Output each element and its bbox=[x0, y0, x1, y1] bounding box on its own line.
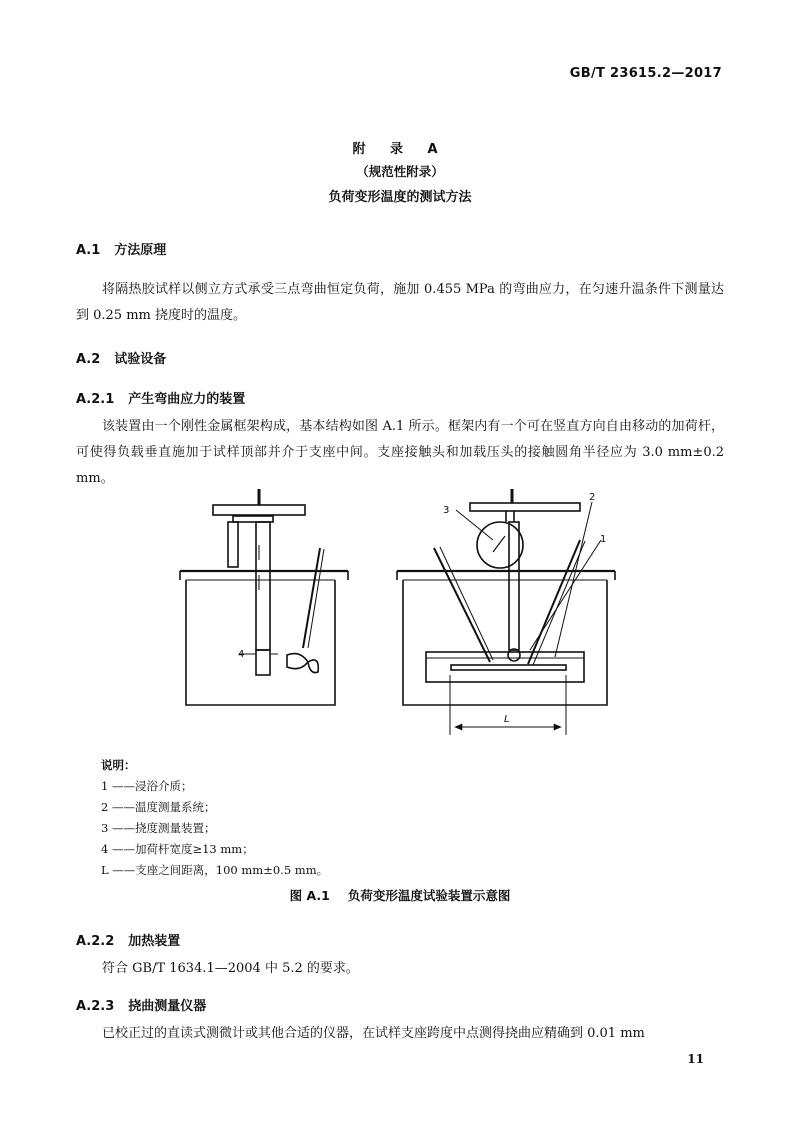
right-front-view bbox=[239, 489, 615, 735]
callout-2: 2 bbox=[589, 492, 596, 503]
section-number: A.1 bbox=[76, 243, 101, 258]
annex-main-title: 负荷变形温度的测试方法 bbox=[328, 190, 472, 205]
section-a22-text: 符合 GB/T 1634.1—2004 中 5.2 的要求。 bbox=[102, 961, 359, 976]
standard-number: GB/T 23615.2—2017 bbox=[569, 66, 722, 81]
section-title: 加热装置 bbox=[128, 934, 181, 949]
section-a1-text: 将隔热胶试样以侧立方式承受三点弯曲恒定负荷，施加 0.455 MPa 的弯曲应力，在匀速升温条件下测量达到 0.25 mm 挠度时的温度。 bbox=[76, 282, 724, 323]
section-a23-text: 已校正过的直读式测微计或其他合适的仪器，在试样支座跨度中点测得挠曲应精确到 0.01 mm bbox=[102, 1026, 645, 1041]
legend-item: 1 ——浸浴介质； bbox=[101, 779, 193, 793]
dimension-L: L bbox=[504, 714, 510, 725]
section-a21-text: 该装置由一个刚性金属框架构成，基本结构如图 A.1 所示。框架内有一个可在竖直方向自由移动的加荷杆，可使得负载垂直施加于试样顶部并介于支座中间。支座接触头和加载压头的接触圆角半径应为 3.0 mm±0.2 mm。 bbox=[76, 419, 724, 486]
section-a22-heading bbox=[76, 930, 180, 949]
page-number: 11 bbox=[687, 1052, 704, 1066]
figure-legend bbox=[101, 755, 328, 881]
figure-title: 负荷变形温度试验装置示意图 bbox=[347, 888, 511, 903]
callout-1: 1 bbox=[600, 534, 607, 545]
figure-caption bbox=[0, 886, 800, 904]
figure-number: 图 A.1 bbox=[289, 888, 330, 903]
section-title: 挠曲测量仪器 bbox=[128, 999, 207, 1014]
legend-title: 说明： bbox=[101, 758, 136, 772]
callout-3: 3 bbox=[443, 505, 450, 516]
callout-4: 4 bbox=[238, 649, 245, 660]
legend-item: L ——支座之间距离，100 mm±0.5 mm。 bbox=[101, 863, 329, 877]
legend-item: 3 ——挠度测量装置； bbox=[101, 821, 216, 835]
legend-item: 2 ——温度测量系统； bbox=[101, 800, 216, 814]
section-title: 方法原理 bbox=[114, 243, 167, 258]
section-title: 试验设备 bbox=[114, 352, 167, 367]
section-number: A.2.1 bbox=[76, 392, 115, 407]
section-title: 产生弯曲应力的装置 bbox=[128, 392, 246, 407]
section-a23-heading bbox=[76, 995, 206, 1014]
left-side-view bbox=[180, 489, 348, 705]
section-number: A.2.3 bbox=[76, 999, 115, 1014]
section-number: A.2 bbox=[76, 352, 101, 367]
annex-title: 附 录 A bbox=[352, 142, 448, 157]
annex-type: （规范性附录） bbox=[356, 164, 444, 179]
legend-item: 4 ——加荷杆宽度≥13 mm； bbox=[101, 842, 254, 856]
section-number: A.2.2 bbox=[76, 934, 115, 949]
